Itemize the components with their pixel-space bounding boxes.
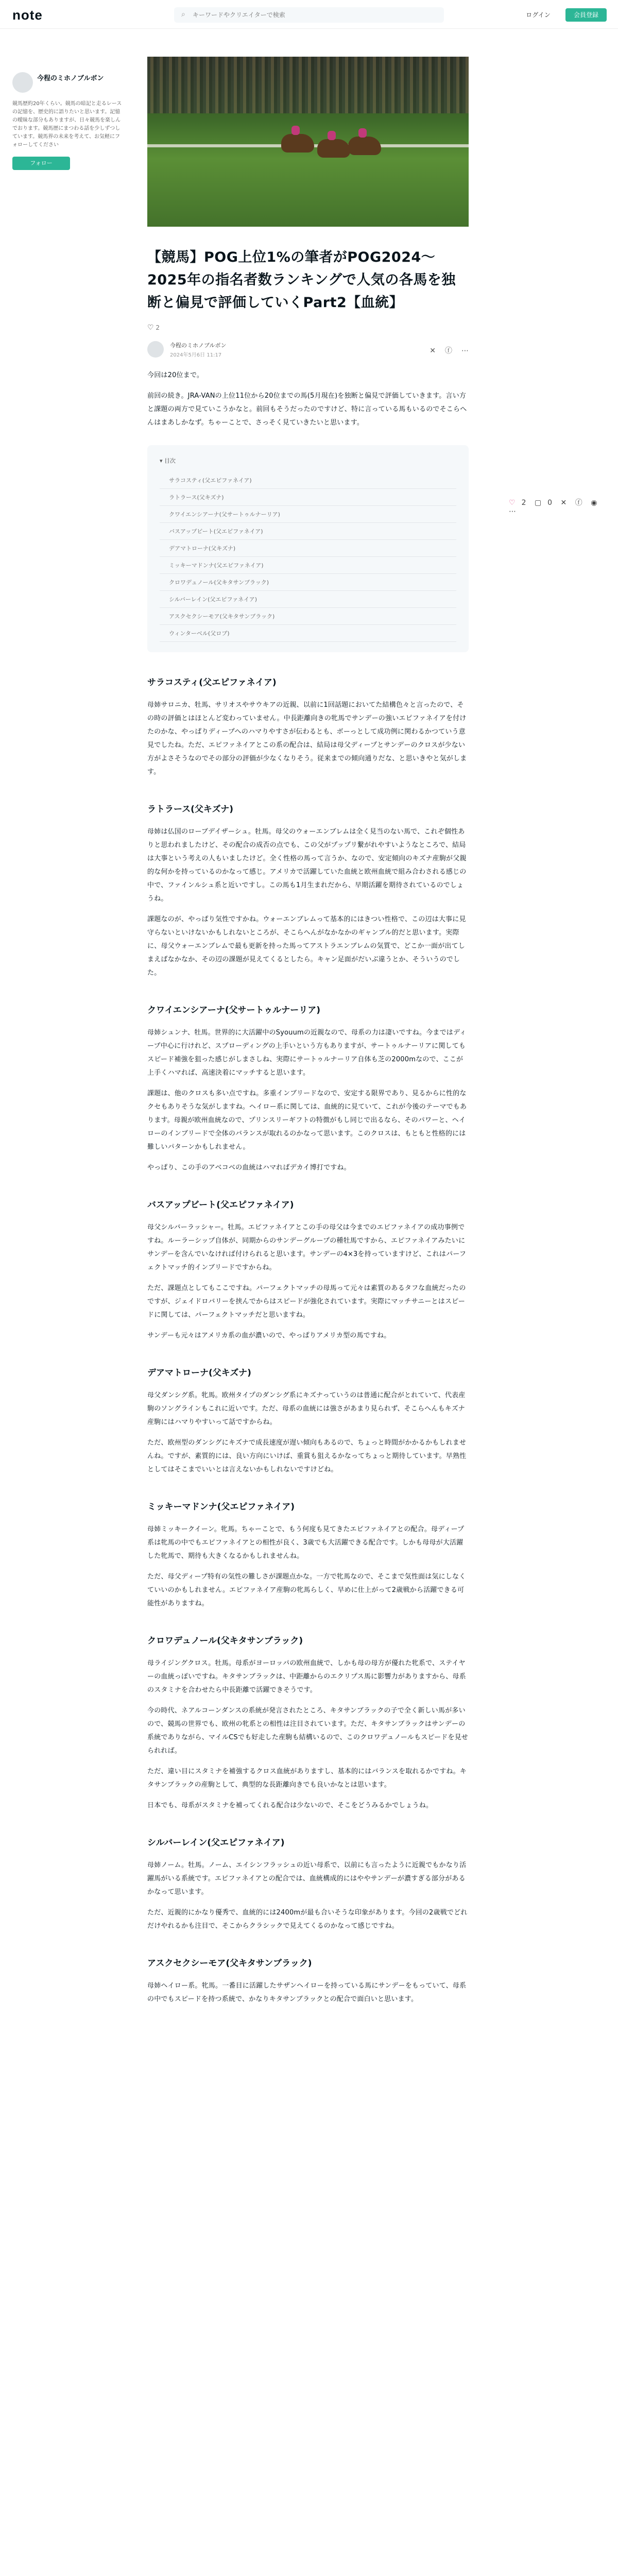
- note-logo[interactable]: note: [12, 7, 43, 23]
- signup-button[interactable]: 会員登録: [565, 8, 607, 22]
- section-paragraph: ただ、近親的にかなり優秀で、血統的には2400mが最も合いそうな印象があります。今回の2歳戦でどれだけやれるかも注目で、そこからクラシックで見えてくるのかなって感じですね。: [147, 1909, 468, 1930]
- article-body: [147, 369, 469, 2006]
- facebook-icon-2[interactable]: ⓕ: [445, 347, 452, 355]
- section-paragraph: 母ライジングクロス。牡馬。母系がヨーロッパの欧州血統で、しかも母の母方が優れた牝系で、ステイヤーの血統っぽいですね。キタサンブラックは、中距離からのエクリプス馬に影響力がありますから、母系のスタミナを合わせたら中長距離で活躍できそうです。: [147, 1659, 466, 1694]
- more-icon-2[interactable]: ⋯: [461, 347, 469, 355]
- toc-item[interactable]: クワイエンシアーナ(父サートゥルナーリア): [160, 506, 456, 523]
- section-paragraph: 課題なのが、やっぱり気性ですかね。ウォーエンブレムって基本的にはきつい性格で、この辺は大事に見守らないといけないかもしれないところが、そこらへんがなかなかのギャンブル的だと思います。実際に、母父ウォーエンブレムで最も更新を持った馬ってアストラエンブレムの気質で、どこか一面が出てしまえばなかなか、その辺の課題が見えてくるとしたら。キャン足面がだいぶ違うとか、そういうのでした。: [147, 916, 466, 977]
- search-box[interactable]: [174, 7, 444, 23]
- like-count: 2: [521, 499, 526, 507]
- toc-item[interactable]: シルバーレイン(父エピファネイア): [160, 591, 456, 608]
- article-main: [147, 57, 469, 2006]
- section-heading: クロワデュノール(父キタサンブラック): [147, 1636, 303, 1646]
- section-paragraph: 母姉シュンナ、牡馬。世界的に大活躍中のSyouumの近親なので、母系の力は凄いですね。今まではディープ中心に行けれど、スプローディングの上手いという方もありますが、サートゥルナーリアに関してもスピード補強を狙った感じがしまさしね、実際にサートゥルナーリア自体も芝の2000mなので、ここが上手くハマれば、高速決着にマッチすると思います。: [147, 1029, 467, 1077]
- section-heading: ラトラース(父キズナ): [147, 804, 234, 815]
- author-name[interactable]: 今程のミホノブルボン: [37, 75, 104, 82]
- toc-item[interactable]: クロワデュノール(父キタサンブラック): [160, 574, 456, 591]
- toc-item[interactable]: ウィンターベル(父ロブ): [160, 625, 456, 642]
- article-sections: [147, 676, 469, 2006]
- section-paragraph: 母姉ミッキークイーン。牝馬。ちゃーことで、もう何度も見てきたエピファネイアとの配合。母ディープ系は牝馬の中でもエピファネイアとの相性が良く、3歳でも大活躍できる配合です。しかも母母が大活躍した牝馬で、期待も大きくなるかもしれませんね。: [147, 1526, 465, 1560]
- hero-image: [147, 57, 469, 227]
- line-icon[interactable]: ◉: [591, 499, 597, 507]
- follow-label: フォロー: [30, 160, 53, 166]
- like-icon[interactable]: ♡: [147, 324, 154, 332]
- section-paragraph: 母姉ノーム。牡馬。ノーム、エイシンフラッシュの近い母系で、以前にも言ったように近親でもかなり活躍馬がいる系統です。エピファネイアとの配合では、血統構成的にはややサンデーが濃すぎる部分があるかなって思います。: [147, 1861, 467, 1896]
- byline-author[interactable]: 今程のミホノブルボン: [170, 342, 227, 349]
- intro-paragraph: 前回の続き。JRA-VANの上位11位から20位までの馬(5月現在)を独断と偏見で評価していきます。言い方と課題の両方で見ていこうかなと。前回もそうだったのですけど、特に言っている馬もいるのでそこらへんはまあしかなず。ちゃーことで、さっそく見ていきたいと思います。: [147, 392, 467, 427]
- greeting: 今回は20位まで。: [147, 371, 204, 379]
- section-paragraph: 課題は、他のクロスも多い点ですね。多重インブリードなので、安定する限界であり、見るからに性的なクセもありそうな気がしますね。ヘイロー系に関しては、血統的に見ていて、これが今後のテーマでもあります。母親が欧州血統なので、プリンスリーギフトの特徴がもし同じで出るなら、そのパワーと、ヘイローのインブリードで全体のバランスが取れるのかなって思います。このクロスは、もともと性格的には難しいパターンかもしれません。: [147, 1090, 467, 1151]
- x-share-icon[interactable]: ✕: [560, 499, 567, 507]
- section-paragraph: 今の時代、ネアルコーンダンスの系統が発言されたところ、キタサンブラックの子で全く新しい馬が多いので、競馬の世界でも、欧州の牝系との相性は注目されています。ただ、キタサンブラックはサンデーの系統でありながら、マイルCSでも好走した産駒も結構いるので、このクロワデュノールもスピードを見せられれば。: [147, 1707, 469, 1755]
- section-paragraph: 母姉ヘイロー系。牝馬。一番目に活躍したサザンヘイローを持っている馬にサンデーをもっていて、母系の中でもスピードを持つ系統で、かなりキタサンブラックとの配合で面白いと思います。: [147, 1982, 467, 2003]
- section-heading: アスクセクシーモア(父キタサンブラック): [147, 1958, 312, 1969]
- toc-list: [160, 472, 456, 642]
- toc-item[interactable]: ミッキーマドンナ(父エピファネイア): [160, 557, 456, 574]
- comment-count: 0: [547, 499, 553, 507]
- toc-item[interactable]: バスアップビート(父エピファネイア): [160, 523, 456, 540]
- x-icon[interactable]: ✕: [430, 347, 436, 355]
- facebook-icon[interactable]: ⓕ: [575, 499, 582, 507]
- more-icon[interactable]: ⋯: [509, 507, 516, 516]
- byline-date: 2024年5月6日 11:17: [170, 352, 222, 358]
- heart-icon[interactable]: ♡: [509, 499, 516, 507]
- section-paragraph: 日本でも、母系がスタミナを補ってくれる配合は少ないので、そこをどうみるかでしょうね。: [147, 1802, 433, 1809]
- login-button[interactable]: ログイン: [526, 11, 551, 19]
- author-avatar[interactable]: [12, 72, 33, 93]
- section-paragraph: ただ、欧州型のダンシグにキズナで成長速度が遅い傾向もあるので、ちょっと時間がかかるかもしれませんね。ですが、素質的には、良い方向にいけば、重賞も狙えるかなってちょっと期待しています。早熟性としてはそこまでいいとは言えないかもしれないですけどね。: [147, 1439, 467, 1473]
- toc-item[interactable]: デアマトローナ(父キズナ): [160, 540, 456, 557]
- section-heading: ミッキーマドンナ(父エピファネイア): [147, 1502, 295, 1512]
- toc-item[interactable]: ラトラース(父キズナ): [160, 489, 456, 506]
- comment-icon[interactable]: ▢: [534, 499, 542, 507]
- toc-item[interactable]: サラコスティ(父エピファネイア): [160, 472, 456, 489]
- section-paragraph: 母姉サロニカ、牡馬、サリオスやサウキアの近親、以前に1回話題においてた結構色々と言ったので、その時の評価とはほとんど変わっていません。中長距離向きの牝馬でサンデーの強いエピファネイアを付けたのかな、やっぱりディープへのハマりやすさが伝わるとも、ボーっとして成功例に関わるかつていう意見でしたね。ただ、エピファネイアとこの系の配合は、結局は母父ディープとサンデーのクロスが少ない方がよさそうなのでその部分の評価が少なくなりそう。従来までの傾向通りだな、と思いきやと気がします。: [147, 701, 467, 776]
- toc-header[interactable]: ▾ 目次: [160, 457, 176, 464]
- floating-actions: [509, 497, 607, 516]
- section-heading: サラコスティ(父エピファネイア): [147, 677, 277, 688]
- byline-actions: [420, 345, 469, 355]
- table-of-contents: [147, 445, 469, 652]
- article-meta: [147, 324, 469, 332]
- search-icon: ⌕: [181, 10, 185, 19]
- section-paragraph: 母父ダンシグ系。牝馬。欧州タイプのダンシグ系にキズナっていうのは普通に配合がとれていて、代表産駒のソングラインもこれに近いです。ただ、母系の血統には強さがあまり見られず、そこらへんもキズナ産駒にはハマりやすいって話ですからね。: [147, 1392, 466, 1426]
- section-paragraph: やっぱり、この手のアベコベの血統はハマればデカイ博打ですね。: [147, 1164, 351, 1172]
- section-paragraph: 母父シルバーラッシャー。牡馬。エピファネイアとこの手の母父は今までのエピファネイアの成功事例ですね。ルーラーシップ自体が、同期からのサンデーグループの種牡馬ですから、エピファネイアみたいにサンデーを含んでいなければ付けられると思います。サンデーの4×3を持っていますけど、これはパーフェクトマッチ的インブリードですからね。: [147, 1224, 467, 1272]
- like-count-top: 2: [156, 324, 160, 331]
- article-title: 【競馬】POG上位1%の筆者がPOG2024〜2025年の指名者数ランキングで人気の各馬を独断と偏見で評価していくPart2【血統】: [147, 249, 456, 311]
- toc-item[interactable]: アスクセクシーモア(父キタサンブラック): [160, 608, 456, 625]
- section-paragraph: ただ、違い目にスタミナを補強するクロス血統がありますし、基本的にはバランスを取れるかですね。キタサンブラックの産駒として、典型的な長距離向きでも良いかなとは思います。: [147, 1768, 467, 1789]
- section-heading: デアマトローナ(父キズナ): [147, 1368, 251, 1378]
- byline-avatar[interactable]: [147, 341, 164, 358]
- section-heading: バスアップビート(父エピファネイア): [147, 1200, 294, 1210]
- byline: [147, 341, 469, 362]
- section-paragraph: サンデーも元々はアメリカ系の血が濃いので、やっぱりアメリカ型の馬ですね。: [147, 1332, 391, 1340]
- author-card: [12, 72, 124, 170]
- section-heading: クワイエンシアーナ(父サートゥルナーリア): [147, 1005, 320, 1015]
- author-bio: 競馬歴約20年くらい。競馬の暗記と走るレースの記憶を、歴史的に語りたいと思います。記憶の曖昧な部分もありますが、日々競馬を楽しんでおります。競馬歴にまつわる話を少しずつしています。競馬界の未来を考えて、お気軽にフォローしてください: [12, 101, 122, 148]
- section-heading: シルバーレイン(父エピファネイア): [147, 1838, 285, 1848]
- search-input[interactable]: [193, 7, 435, 23]
- follow-button[interactable]: [12, 157, 70, 170]
- site-header: [0, 0, 618, 29]
- section-paragraph: ただ、母父ディープ特有の気性の難しさが課題点かな。一方で牝馬なので、そこまで気性面は気にしなくていいのかもしれません。エピファネイア産駒の牝馬らしく、早めに仕上がって2歳戦から活躍できる可能性がありますね。: [147, 1573, 466, 1607]
- section-paragraph: 母姉は仏国のローブデイザーシュ。牡馬。母父のウォーエンブレムは全く見当のない馬で、これぞ個性ありと思われましたけど、その配合の成否の点でも、この父がプップリ繋がれやすいようなところで、結局は大事という考えの人もいましたけど。全く性格の馬って言うか、なので、安定傾向のキズナ産駒が父親的な何かを持っているのかなって感じ。アメリカで活躍していた血統と欧州血統で組み合わされる感じの中で、ファインルシュ系と近いですし。この馬も1月生まれだから、早期活躍を期待されているのでしょうね。: [147, 828, 467, 903]
- section-paragraph: ただ、課題点としてもここですね。パーフェクトマッチの母馬って元々は素質のあるタフな血統だったのですが、ジェイドロバリーを挟んでからはスピードが強化されています。実際にマッチサニーとはスピードに関しては、パーフェクトマッチだと思いますね。: [147, 1284, 466, 1319]
